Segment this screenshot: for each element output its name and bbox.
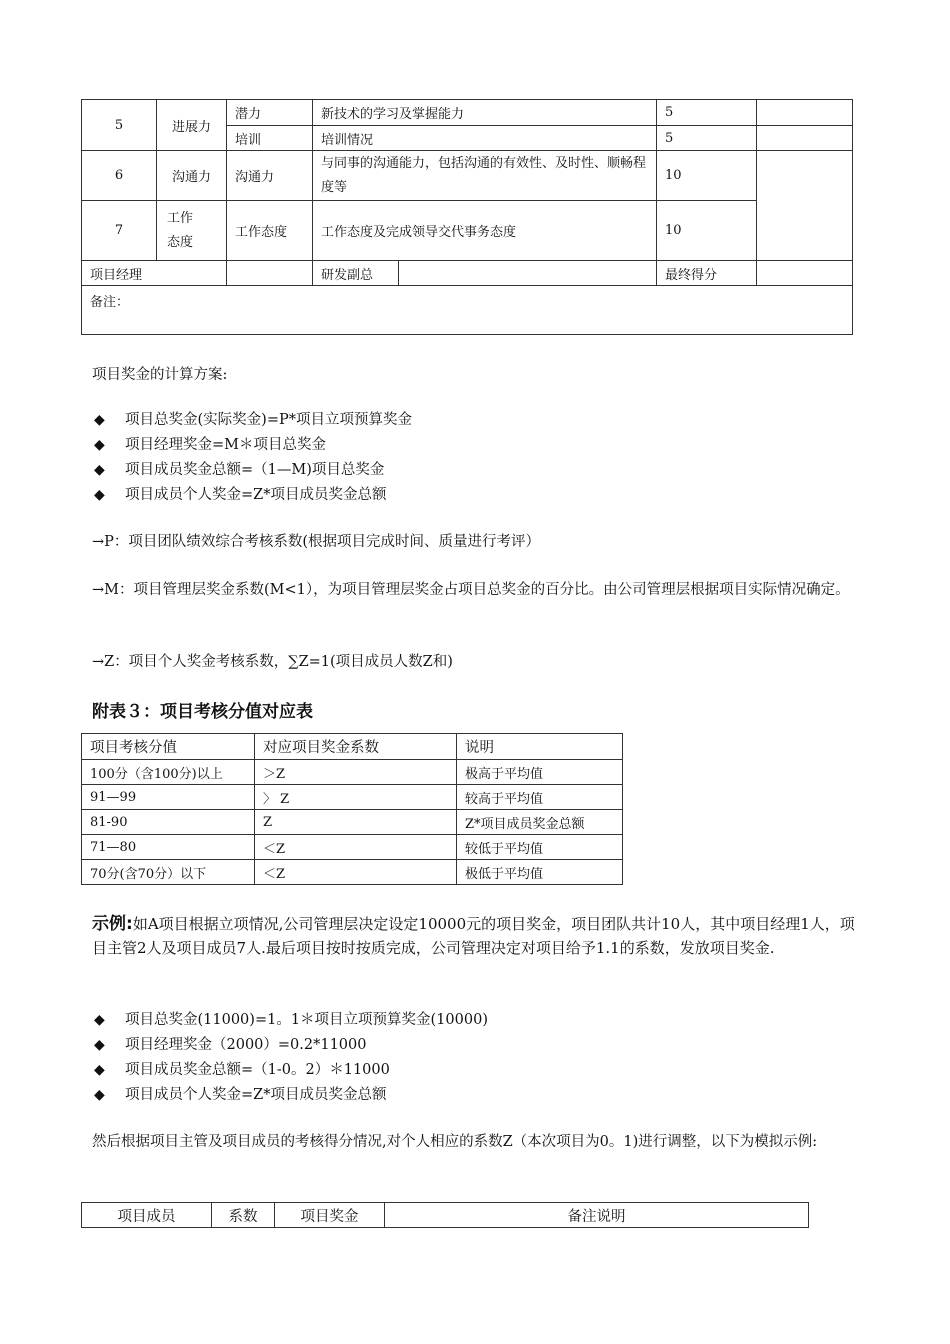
pm-signature-cell[interactable] xyxy=(227,261,313,286)
diamond-bullet-icon: ◆ xyxy=(94,462,105,478)
closing-paragraph: 然后根据项目主管及项目成员的考核得分情况,对个人相应的系数Z（本次项目为0。1)进行调整，以下为模拟示例: xyxy=(92,1134,818,1150)
formula-text: 项目经理奖金=M＊项目总奖金 xyxy=(125,437,326,453)
table-row xyxy=(82,810,623,835)
table-header-row xyxy=(82,1203,809,1228)
appendix-title: 附表３：项目考核分值对应表 xyxy=(92,702,313,722)
diamond-bullet-icon: ◆ xyxy=(94,1012,105,1028)
score-cell: 10 xyxy=(657,151,757,201)
formula-text: 项目成员奖金总额=（1—M)项目总奖金 xyxy=(125,462,385,478)
table-row xyxy=(82,151,853,201)
explanation: 较低于平均值 xyxy=(457,835,623,860)
column-header: 项目成员 xyxy=(82,1203,212,1228)
formula-list xyxy=(92,408,412,508)
column-header: 备注说明 xyxy=(385,1203,809,1228)
dimension-cell: 进展力 xyxy=(157,100,227,151)
column-header: 系数 xyxy=(212,1203,275,1228)
sub-item-cell: 潜力 xyxy=(227,100,313,126)
example-paragraph xyxy=(92,912,862,960)
explanation: 较高于平均值 xyxy=(457,785,623,810)
diamond-bullet-icon: ◆ xyxy=(94,1087,105,1103)
score-cell: 5 xyxy=(657,100,757,126)
bonus-coefficient: ＜Z xyxy=(255,835,457,860)
score-range: 91—99 xyxy=(82,785,255,810)
blank-cell xyxy=(757,151,853,261)
evaluation-table xyxy=(81,99,853,335)
column-header: 对应项目奖金系数 xyxy=(255,734,457,760)
explanation: Z*项目成员奖金总额 xyxy=(457,810,623,835)
table-row xyxy=(82,100,853,126)
remark-row xyxy=(82,286,853,335)
dimension-cell: 沟通力 xyxy=(157,151,227,201)
item-number: 6 xyxy=(82,151,157,201)
bonus-coefficient: ＜Z xyxy=(255,860,457,885)
formula-text: 项目成员个人奖金=Z*项目成员奖金总额 xyxy=(125,487,387,503)
table-row xyxy=(82,760,623,785)
table-header-row xyxy=(82,734,623,760)
description-cell: 培训情况 xyxy=(313,126,657,151)
dimension-label: 工作态度 xyxy=(167,210,194,250)
table-row xyxy=(82,201,853,261)
formula-text: 项目成员奖金总额=（1-0。2）＊11000 xyxy=(125,1062,390,1078)
list-item xyxy=(92,408,412,433)
score-range: 81-90 xyxy=(82,810,255,835)
member-bonus-table xyxy=(81,1202,809,1228)
diamond-bullet-icon: ◆ xyxy=(94,487,105,503)
score-mapping-table xyxy=(81,733,623,885)
bonus-heading: 项目奖金的计算方案: xyxy=(92,367,228,383)
sub-item-cell: 工作态度 xyxy=(227,201,313,261)
table-row xyxy=(82,835,623,860)
description-cell: 与同事的沟通能力，包括沟通的有效性、及时性、顺畅程度等 xyxy=(313,151,657,201)
list-item xyxy=(92,433,412,458)
note-m: →M：项目管理层奖金系数(M<1），为项目管理层奖金占项目总奖金的百分比。由公司管理层根据项目实际情况确定。 xyxy=(92,582,850,598)
list-item xyxy=(92,1033,488,1058)
explanation: 极低于平均值 xyxy=(457,860,623,885)
example-formula-list xyxy=(92,1008,488,1108)
score-range: 100分（含100分)以上 xyxy=(82,760,255,785)
note-z: →Z：项目个人奖金考核系数，∑Z=1(项目成员人数Z和) xyxy=(92,654,453,670)
formula-text: 项目总奖金(11000)=1。1＊项目立项预算奖金(10000) xyxy=(125,1012,488,1028)
remark-cell: 备注： xyxy=(82,286,853,335)
vp-label: 研发副总 xyxy=(313,261,399,286)
diamond-bullet-icon: ◆ xyxy=(94,437,105,453)
example-text: 如A项目根据立项情况,公司管理层决定设定10000元的项目奖金，项目团队共计10人，其中项目经理1人，项目主管2人及项目成员7人.最后项目按时按质完成，公司管理决定对项目给予1.1的系数，发放项目奖金. xyxy=(92,915,855,957)
vp-signature-cell[interactable] xyxy=(399,261,657,286)
blank-cell xyxy=(757,126,853,151)
formula-text: 项目成员个人奖金=Z*项目成员奖金总额 xyxy=(125,1087,387,1103)
column-header: 项目奖金 xyxy=(275,1203,385,1228)
dimension-cell xyxy=(157,201,227,261)
description-cell: 新技术的学习及掌握能力 xyxy=(313,100,657,126)
list-item xyxy=(92,1083,488,1108)
score-range: 70分(含70分）以下 xyxy=(82,860,255,885)
column-header: 项目考核分值 xyxy=(82,734,255,760)
diamond-bullet-icon: ◆ xyxy=(94,1037,105,1053)
formula-text: 项目总奖金(实际奖金)=P*项目立项预算奖金 xyxy=(125,412,412,428)
list-item xyxy=(92,483,412,508)
signature-row xyxy=(82,261,853,286)
final-score-label: 最终得分 xyxy=(657,261,757,286)
item-number: 7 xyxy=(82,201,157,261)
table-row xyxy=(82,860,623,885)
list-item xyxy=(92,1058,488,1083)
diamond-bullet-icon: ◆ xyxy=(94,412,105,428)
sub-item-cell: 培训 xyxy=(227,126,313,151)
list-item xyxy=(92,458,412,483)
bonus-coefficient: ＞Z xyxy=(255,760,457,785)
list-item xyxy=(92,1008,488,1033)
table-row xyxy=(82,785,623,810)
final-score-cell[interactable] xyxy=(757,261,853,286)
formula-text: 项目经理奖金（2000）=0.2*11000 xyxy=(125,1037,367,1053)
score-cell: 10 xyxy=(657,201,757,261)
description-cell: 工作态度及完成领导交代事务态度 xyxy=(313,201,657,261)
blank-cell xyxy=(757,100,853,126)
bonus-coefficient: Z xyxy=(255,810,457,835)
column-header: 说明 xyxy=(457,734,623,760)
note-p: →P：项目团队绩效综合考核系数(根据项目完成时间、质量进行考评） xyxy=(92,534,541,550)
explanation: 极高于平均值 xyxy=(457,760,623,785)
score-cell: 5 xyxy=(657,126,757,151)
example-lead: 示例: xyxy=(92,914,133,934)
score-range: 71—80 xyxy=(82,835,255,860)
bonus-coefficient: 〉 Z xyxy=(255,785,457,810)
diamond-bullet-icon: ◆ xyxy=(94,1062,105,1078)
item-number: 5 xyxy=(82,100,157,151)
sub-item-cell: 沟通力 xyxy=(227,151,313,201)
pm-label: 项目经理 xyxy=(82,261,227,286)
